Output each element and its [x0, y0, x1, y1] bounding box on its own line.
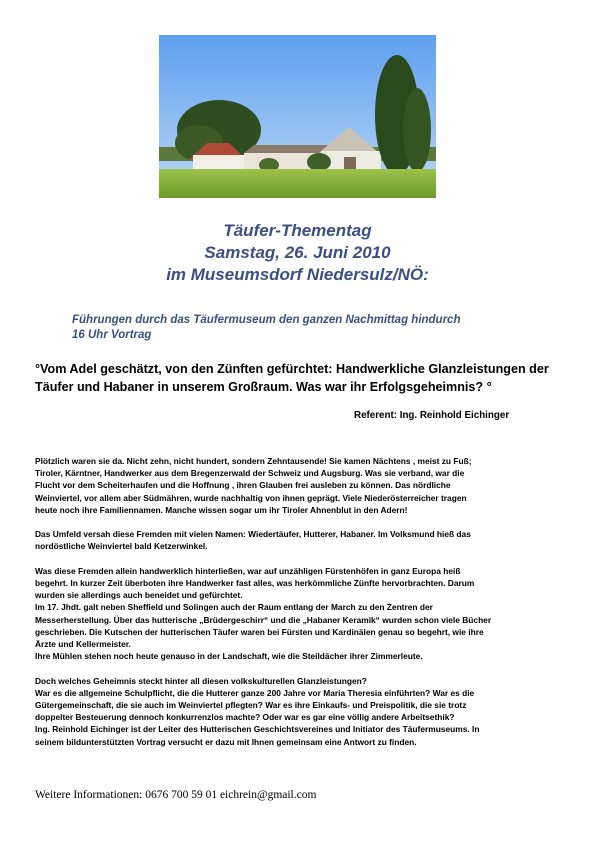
lecture-title [35, 360, 570, 396]
lecture-title-line: °Vom Adel geschätzt, von den Zünften gefürchtet: Handwerkliche Glanzleistungen der [35, 362, 549, 376]
text-line: doppelter Besteuerung dennoch konkurrenzlos machte? Oder war es gar eine völlig andere Arbeitsethik? [35, 712, 455, 723]
text-line: begehrt. In kurzer Zeit überboten ihre Handwerker fast alles, was herkömmliche Zünfte hervorbrachten. Darum [35, 578, 475, 588]
paragraph [35, 455, 560, 516]
text-line: Weinviertel, vor allem aber Südmähren, wurde nachhaltig von ihnen geprägt. Viele Niederösterreicher tragen [35, 492, 467, 503]
speaker-line: Referent: Ing. Reinhold Eichinger [354, 410, 510, 421]
text-line: Was diese Fremden allein handwerklich hinterließen, war auf unzähligen Fürstenhöfen in ganz Europa heiß [35, 565, 461, 576]
paragraph [35, 565, 560, 663]
text-line: seinem bildunterstützten Vortrag versucht er dazu mit Ihnen gemeinsam eine Antwort zu finden. [35, 736, 417, 747]
text-line: Ihre Mühlen stehen noch heute genauso in der Landschaft, wie die Steildächer ihrer Zimmerleute. [35, 651, 423, 662]
lecture-title-line: Täufer und Habaner in unserem Großraum. Was war ihr Erfolgsgeheimnis? ° [35, 380, 492, 394]
text-line: Doch welches Geheimnis steckt hinter all diesen volkskulturellen Glanzleistungen? [35, 675, 367, 686]
program-subtitle [72, 313, 552, 343]
contact-info: Weitere Informationen: 0676 700 59 01 eichrein@gmail.com [35, 789, 317, 801]
text-line: War es die allgemeine Schulpflicht, die die Hutterer ganze 200 Jahre vor Maria Theresia einführten? War es die [35, 687, 475, 698]
museum-village-photo [159, 35, 436, 198]
subtitle-line: Führungen durch das Täufermuseum den ganzen Nachmittag hindurch [72, 314, 461, 326]
text-line: Flucht vor dem Scheiterhaufen und die Hoffnung , ihren Glauben frei ausleben zu können. Das nördliche [35, 480, 451, 491]
event-title [0, 220, 595, 286]
text-line: Ärzte und Kellermeister. [35, 639, 131, 650]
paragraph [35, 675, 560, 748]
text-line: Tiroler, Kärntner, Handwerker aus dem Bregenzerwald der Schweiz und Augsburg. Was sie verband, war die [35, 468, 465, 479]
event-location-line: im Museumsdorf Niedersulz/NÖ: [166, 265, 429, 284]
event-date-line: Samstag, 26. Juni 2010 [204, 243, 391, 262]
text-line: Gütergemeinschaft, die sie auch im Weinviertel pflegten? War es ihre Einkaufs- und Preispolitik, die sie trotz [35, 700, 467, 711]
text-line: Im 17. Jhdt. galt neben Sheffield und Solingen auch der Raum entlang der March zu den Zentren der [35, 602, 433, 613]
text-line: geschrieben. Die Kutschen der hutterischen Täufer waren bei Fürsten und Kardinälen genau so begehrt, wie ihre [35, 626, 484, 637]
text-line: Ing. Reinhold Eichinger ist der Leiter des Hutterischen Geschichtsvereines und Initiator des Täufermuseums. In [35, 724, 480, 735]
text-line: Plötzlich waren sie da. Nicht zehn, nicht hundert, sondern Zehntausende! Sie kamen Nächtens , meist zu Fuß; [35, 456, 472, 466]
paragraph [35, 528, 560, 552]
event-title-line: Täufer-Thementag [223, 221, 372, 240]
text-line: Das Umfeld versah diese Fremden mit vielen Namen: Wiedertäufer, Hutterer, Habaner. Im Volksmund hieß das [35, 529, 471, 540]
text-line: nordöstliche Weinviertel bald Ketzerwinkel. [35, 541, 208, 552]
subtitle-line: 16 Uhr Vortrag [72, 329, 152, 341]
museum-village-illustration [159, 35, 436, 198]
text-line: heute noch ihre Familiennamen. Manche wissen sogar um ihr Tiroler Ahnenblut in den Adern! [35, 504, 408, 515]
body-text [35, 455, 560, 760]
text-line: Messerherstellung. Über das hutterische „Brüdergeschirr“ und die „Habaner Keramik“ wurden schon viele Bücher [35, 614, 492, 625]
text-line: wurden sie allerdings auch beneidet und gefürchtet. [35, 590, 243, 601]
